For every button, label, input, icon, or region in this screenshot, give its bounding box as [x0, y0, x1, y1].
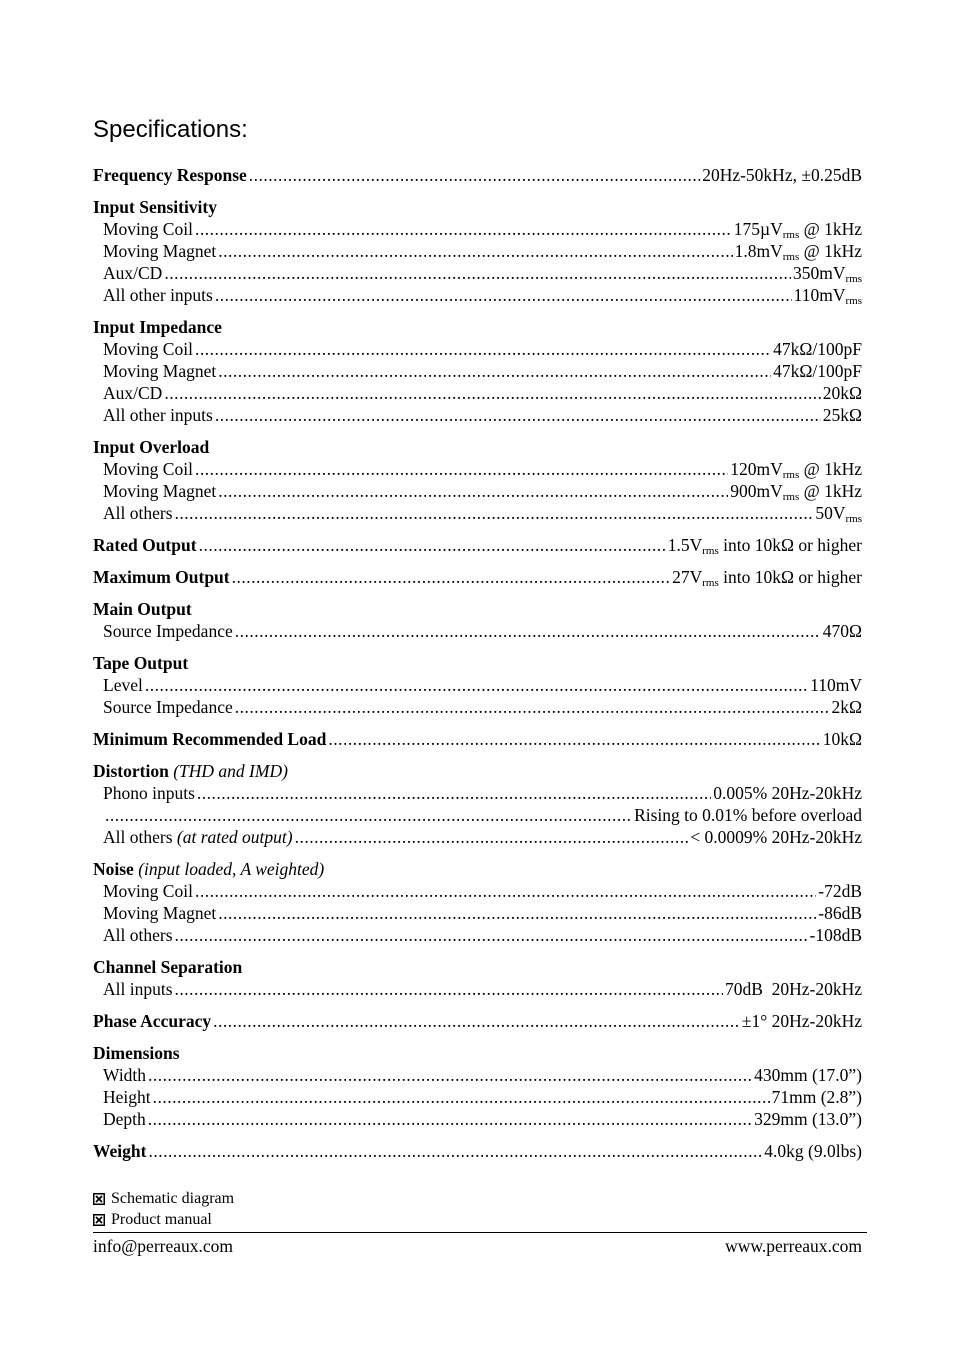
tape-level-row — [93, 674, 862, 696]
sensitivity-moving-magnet-label: Moving Magnet — [103, 241, 217, 261]
impedance-moving-magnet-label: Moving Magnet — [103, 361, 217, 381]
checklist-item-manual — [93, 1209, 234, 1230]
dimensions-width-value: 430mm (17.0”) — [754, 1065, 862, 1085]
specifications-list — [93, 164, 862, 1172]
dot-leader — [195, 880, 816, 902]
impedance-aux-cd-label: Aux/CD — [103, 383, 163, 403]
separation-all-inputs-row — [93, 978, 862, 1000]
overload-moving-magnet-row — [93, 480, 862, 502]
impedance-moving-magnet-value: 47kΩ/100pF — [773, 361, 862, 381]
sensitivity-all-other-label: All other inputs — [103, 285, 213, 305]
overload-all-others-label: All others — [103, 503, 173, 523]
distortion-all-others-value: < 0.0009% 20Hz-20kHz — [690, 827, 862, 847]
impedance-all-other-label: All other inputs — [103, 405, 213, 425]
checklist-item-schematic — [93, 1188, 234, 1209]
separation-all-inputs-label: All inputs — [103, 979, 173, 999]
dot-leader — [148, 1108, 752, 1130]
dot-leader — [249, 164, 700, 186]
dot-leader — [164, 262, 791, 284]
dot-leader — [328, 728, 820, 750]
impedance-moving-coil-row — [93, 338, 862, 360]
overload-moving-magnet-value: $900mV_{rms}$ @ 1kHz — [730, 481, 862, 503]
noise-all-others-label: All others — [103, 925, 173, 945]
phase-accuracy-row — [93, 1010, 862, 1032]
sensitivity-all-other-value: $110mV_{rms}$ — [793, 285, 862, 307]
impedance-aux-cd-row — [93, 382, 862, 404]
noise-moving-coil-row — [93, 880, 862, 902]
minimum-load-row — [93, 728, 862, 750]
dot-leader — [175, 502, 814, 524]
dot-leader — [175, 924, 808, 946]
maximum-output-section — [93, 566, 862, 588]
dot-leader — [218, 360, 771, 382]
main-output-section — [93, 598, 862, 642]
checklist-label: Product manual — [111, 1211, 212, 1228]
dot-leader — [218, 902, 816, 924]
tape-output-section — [93, 652, 862, 718]
noise-heading: Noise — [93, 859, 134, 879]
dimensions-depth-value: 329mm (13.0”) — [754, 1109, 862, 1129]
rated-output-section — [93, 534, 862, 556]
dot-leader — [199, 534, 666, 556]
footer-divider — [93, 1232, 867, 1233]
frequency-response-label: Frequency Response — [93, 165, 247, 185]
dot-leader — [218, 480, 728, 502]
impedance-all-other-row — [93, 404, 862, 426]
document-checklist — [93, 1188, 234, 1230]
dot-leader — [195, 338, 771, 360]
input-overload-section — [93, 436, 862, 524]
sensitivity-moving-coil-label: Moving Coil — [103, 219, 193, 239]
impedance-moving-coil-label: Moving Coil — [103, 339, 193, 359]
distortion-heading-note: (THD and IMD) — [173, 761, 288, 781]
dot-leader — [295, 826, 689, 848]
noise-moving-coil-label: Moving Coil — [103, 881, 193, 901]
distortion-all-others-row — [93, 826, 862, 848]
sensitivity-moving-coil-value: 175µV$_{rms}$ @ 1kHz — [733, 219, 862, 241]
dimensions-heading: Dimensions — [93, 1043, 180, 1063]
input-impedance-section — [93, 316, 862, 426]
distortion-phono-label: Phono inputs — [103, 783, 195, 803]
distortion-phono-overload-row — [93, 804, 862, 826]
frequency-response-row — [93, 164, 862, 186]
overload-moving-coil-row — [93, 458, 862, 480]
footer-email: info@perreaux.com — [93, 1236, 234, 1256]
weight-row — [93, 1140, 862, 1162]
dimensions-height-label: Height — [103, 1087, 151, 1107]
tape-output-heading: Tape Output — [93, 653, 189, 673]
weight-section — [93, 1140, 862, 1162]
phase-accuracy-label: Phase Accuracy — [93, 1011, 212, 1031]
distortion-all-others-label: All others — [103, 827, 173, 847]
impedance-moving-coil-value: 47kΩ/100pF — [773, 339, 862, 359]
noise-moving-magnet-label: Moving Magnet — [103, 903, 217, 923]
tape-source-impedance-value: 2kΩ — [831, 697, 862, 717]
sensitivity-aux-cd-row — [93, 262, 862, 284]
phase-accuracy-section — [93, 1010, 862, 1032]
noise-all-others-row — [93, 924, 862, 946]
noise-all-others-value: -108dB — [809, 925, 862, 945]
maximum-output-row — [93, 566, 862, 588]
minimum-load-section — [93, 728, 862, 750]
separation-all-inputs-value: 70dB 20Hz-20kHz — [724, 979, 862, 999]
dimensions-width-label: Width — [103, 1065, 147, 1085]
dot-leader — [235, 620, 821, 642]
minimum-load-label: Minimum Recommended Load — [93, 729, 327, 749]
sensitivity-moving-coil-row — [93, 218, 862, 240]
channel-separation-section — [93, 956, 862, 1000]
sensitivity-aux-cd-value: $350mV_{rms}$ — [793, 263, 862, 285]
dot-leader — [197, 782, 711, 804]
dot-leader — [195, 218, 732, 240]
noise-moving-coil-value: -72dB — [818, 881, 862, 901]
tape-level-label: Level — [103, 675, 143, 695]
dimensions-depth-row — [93, 1108, 862, 1130]
input-impedance-heading: Input Impedance — [93, 317, 222, 337]
overload-all-others-value: $50V_{rms}$ — [815, 503, 862, 525]
dot-leader — [164, 382, 820, 404]
dot-leader — [218, 240, 732, 262]
input-sensitivity-heading: Input Sensitivity — [93, 197, 217, 217]
minimum-load-value: 10kΩ — [822, 729, 862, 749]
frequency-response-value: 20Hz-50kHz, ±0.25dB — [702, 165, 862, 185]
tape-level-value: 110mV — [810, 675, 862, 695]
dimensions-height-value: 71mm (2.8”) — [771, 1087, 862, 1107]
noise-moving-magnet-row — [93, 902, 862, 924]
distortion-phono-overload-value: Rising to 0.01% before overload — [634, 805, 862, 825]
dot-leader — [145, 674, 808, 696]
dot-leader — [148, 1140, 762, 1162]
sensitivity-moving-magnet-row — [93, 240, 862, 262]
noise-moving-magnet-value: -86dB — [818, 903, 862, 923]
tape-source-impedance-label: Source Impedance — [103, 697, 233, 717]
impedance-all-other-value: 25kΩ — [822, 405, 862, 425]
main-source-impedance-value: 470Ω — [822, 621, 862, 641]
dot-leader — [232, 566, 670, 588]
sensitivity-all-other-row — [93, 284, 862, 306]
dot-leader — [213, 1010, 740, 1032]
dimensions-depth-label: Depth — [103, 1109, 146, 1129]
frequency-response-section — [93, 164, 862, 186]
dot-leader — [195, 458, 728, 480]
input-sensitivity-section — [93, 196, 862, 306]
distortion-section — [93, 760, 862, 848]
dot-leader — [153, 1086, 770, 1108]
footer — [93, 1236, 862, 1257]
input-overload-heading: Input Overload — [93, 437, 210, 457]
distortion-phono-row — [93, 782, 862, 804]
dot-leader — [105, 804, 632, 826]
main-output-heading: Main Output — [93, 599, 192, 619]
distortion-heading: Distortion — [93, 761, 169, 781]
dot-leader — [215, 284, 792, 306]
weight-label: Weight — [93, 1141, 147, 1161]
rated-output-label: Rated Output — [93, 535, 197, 555]
main-source-impedance-row — [93, 620, 862, 642]
noise-heading-note: (input loaded, A weighted) — [138, 859, 325, 879]
page-title: Specifications: — [93, 116, 248, 143]
overload-moving-magnet-label: Moving Magnet — [103, 481, 217, 501]
sensitivity-aux-cd-label: Aux/CD — [103, 263, 163, 283]
dimensions-width-row — [93, 1064, 862, 1086]
maximum-output-value: $27V_{rms}$ into 10kΩ or higher — [672, 567, 862, 589]
rated-output-row — [93, 534, 862, 556]
dot-leader — [175, 978, 723, 1000]
dot-leader — [148, 1064, 752, 1086]
footer-website: www.perreaux.com — [725, 1236, 862, 1256]
noise-section — [93, 858, 862, 946]
sensitivity-moving-magnet-value: $1.8mV_{rms}$ @ 1kHz — [734, 241, 862, 263]
checklist-label: Schematic diagram — [111, 1190, 235, 1207]
impedance-moving-magnet-row — [93, 360, 862, 382]
checked-box-icon — [93, 1214, 105, 1226]
dimensions-height-row — [93, 1086, 862, 1108]
maximum-output-label: Maximum Output — [93, 567, 230, 587]
main-source-impedance-label: Source Impedance — [103, 621, 233, 641]
impedance-aux-cd-value: 20kΩ — [822, 383, 862, 403]
dot-leader — [235, 696, 830, 718]
checked-box-icon — [93, 1193, 105, 1205]
dot-leader — [215, 404, 821, 426]
overload-moving-coil-label: Moving Coil — [103, 459, 193, 479]
phase-accuracy-value: ±1° 20Hz-20kHz — [741, 1011, 862, 1031]
rated-output-value: $1.5V_{rms}$ into 10kΩ or higher — [667, 535, 862, 557]
weight-value: 4.0kg (9.0lbs) — [764, 1141, 862, 1161]
distortion-all-others-note: (at rated output) — [176, 827, 293, 847]
dimensions-section — [93, 1042, 862, 1130]
distortion-phono-value: 0.005% 20Hz-20kHz — [713, 783, 862, 803]
channel-separation-heading: Channel Separation — [93, 957, 243, 977]
tape-source-impedance-row — [93, 696, 862, 718]
overload-moving-coil-value: $120mV_{rms}$ @ 1kHz — [730, 459, 862, 481]
overload-all-others-row — [93, 502, 862, 524]
